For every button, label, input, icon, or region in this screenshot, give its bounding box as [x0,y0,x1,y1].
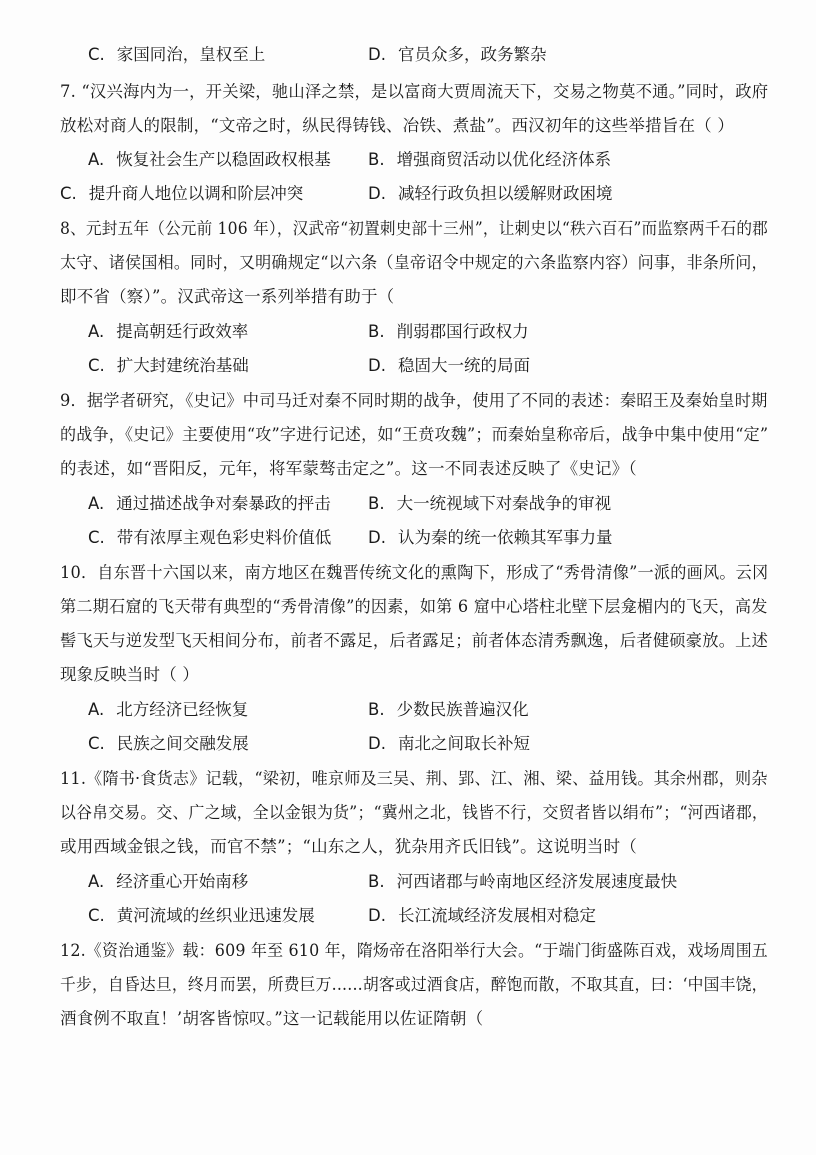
option-text: 恢复社会生产以稳固政权根基 [116,150,331,169]
q8-option-b [368,321,529,343]
option-letter: B. [368,494,385,513]
option-text: 减轻行政负担以缓解财政困境 [397,184,613,203]
option-text: 少数民族普遍汉化 [396,700,529,719]
option-letter: C. [88,906,105,925]
option-letter: B. [368,700,385,719]
option-text: 经济重心开始南移 [116,872,249,891]
option-letter: C. [60,184,77,203]
q10-stem-line-4: 现象反映当时（ ） [60,665,200,684]
q6-option-d [368,44,546,66]
q7-option-b [368,149,611,171]
q10-option-d [368,733,530,755]
option-letter: C. [88,528,105,547]
option-text: 河西诸郡与岭南地区经济发展速度最快 [396,872,678,891]
option-text: 北方经济已经恢复 [116,700,249,719]
option-letter: A. [88,872,105,891]
option-text: 稳固大一统的局面 [397,356,530,375]
q8-stem-line-1: 8、元封五年（公元前 106 年），汉武帝“初置刺史部十三州”，让刺史以“秩六百石”而监察两千石的郡 [60,219,768,238]
q8-option-d [368,355,530,377]
q10-stem-line-1: 10．自东晋十六国以来，南方地区在魏晋传统文化的熏陶下，形成了“秀骨清像”一派的画风。云冈 [60,563,769,582]
q10-stem-line-2: 第二期石窟的飞天带有典型的“秀骨清像”的因素，如第 6 窟中心塔柱北壁下层龛楣内的飞天，高发 [60,597,768,616]
option-text: 家国同治，皇权至上 [116,45,266,64]
option-letter: C. [88,45,105,64]
q12-stem-line-2: 千步，自昏达旦，终月而罢，所费巨万......胡客或过酒食店，醉饱而散，不取其直，曰：‘中国丰饶， [60,975,768,994]
q11-option-d [368,905,596,927]
q7-option-c [60,183,303,205]
q12-stem-line-1: 12.《资治通鉴》载：609 年至 610 年，隋炀帝在洛阳举行大会。“于端门街盛陈百戏，戏场周围五 [60,941,768,960]
option-letter: D. [368,356,386,375]
q7-option-d [368,183,612,205]
option-text: 增强商贸活动以优化经济体系 [396,150,612,169]
option-text: 南北之间取长补短 [397,734,530,753]
q12-stem-line-3: 酒食例不取直！’胡客皆惊叹。”这一记载能用以佐证隋朝（ [60,1009,484,1028]
q9-option-b [368,493,611,515]
q11-option-b [368,871,677,893]
q9-option-d [368,527,612,549]
q6-option-c [88,44,265,66]
q10-option-a [88,699,248,721]
option-text: 提升商人地位以调和阶层冲突 [88,184,304,203]
q7-stem-line-1: 7. “汉兴海内为一，开关梁，驰山泽之禁，是以富商大贾周流天下，交易之物莫不通。”同时，政府 [60,82,769,101]
q10-option-c [88,733,249,755]
option-text: 带有浓厚主观色彩史料价值低 [116,528,332,547]
option-letter: D. [368,734,386,753]
q10-stem-line-3: 髻飞天与逆发型飞天相间分布，前者不露足，后者露足；前者体态清秀飘逸，后者健硕豪放。上述 [60,631,769,650]
q9-stem-line-3: 的表述，如“晋阳反，元年，将军蒙骜击定之”。这一不同表述反映了《史记》（ [60,459,637,478]
option-letter: D. [368,528,386,547]
q11-stem-line-2: 以谷帛交易。交、广之域，全以金银为货”；“冀州之北，钱皆不行，交贸者皆以绢布”；“河西诸郡， [60,803,768,822]
option-letter: D. [368,184,386,203]
option-letter: A. [88,494,105,513]
q9-option-a [88,493,331,515]
option-text: 民族之间交融发展 [116,734,249,753]
q11-stem-line-1: 11.《隋书·食货志》记载，“梁初，唯京师及三吴、荆、郢、江、湘、梁、益用钱。其余州郡，则杂 [60,769,768,788]
option-text: 官员众多，政务繁杂 [397,45,547,64]
q8-stem-line-2: 太守、诸侯国相。同时，又明确规定“以六条（皇帝诏令中规定的六条监察内容）问事，非条所问， [60,253,768,272]
option-letter: A. [88,322,105,341]
q7-option-a [88,149,331,171]
q11-stem-line-3: 或用西域金银之钱，而官不禁”；“山东之人，犹杂用齐氏旧钱”。这说明当时（ [60,837,638,856]
option-letter: C. [88,734,105,753]
option-letter: D. [368,45,386,64]
option-text: 认为秦的统一依赖其军事力量 [397,528,613,547]
option-letter: B. [368,150,385,169]
option-letter: B. [368,872,385,891]
q9-stem-line-2: 的战争，《史记》主要使用“攻”字进行记述，如“王贲攻魏”；而秦始皇称帝后，战争中集中使用“定” [60,425,769,444]
q11-option-a [88,871,248,893]
option-letter: D. [368,906,386,925]
q11-option-c [88,905,315,927]
option-letter: C. [88,356,105,375]
option-letter: A. [88,700,105,719]
q10-option-b [368,699,529,721]
q9-option-c [88,527,331,549]
option-text: 大一统视域下对秦战争的审视 [396,494,612,513]
option-text: 通过描述战争对秦暴政的抨击 [116,494,331,513]
option-text: 长江流域经济发展相对稳定 [397,906,596,925]
q7-stem-line-2: 放松对商人的限制，“文帝之时，纵民得铸钱、冶铁、煮盐”。西汉初年的这些举措旨在（ ） [60,116,735,135]
option-text: 提高朝廷行政效率 [116,322,249,341]
option-text: 削弱郡国行政权力 [396,322,529,341]
option-text: 黄河流域的丝织业迅速发展 [116,906,315,925]
option-text: 扩大封建统治基础 [116,356,249,375]
q8-option-a [88,321,248,343]
option-letter: A. [88,150,105,169]
q8-option-c [88,355,249,377]
q8-stem-line-3: 即不省（察）”。汉武帝这一系列举措有助于（ [60,287,395,306]
q9-stem-line-1: 9．据学者研究，《史记》中司马迁对秦不同时期的战争，使用了不同的表述：秦昭王及秦始皇时期 [60,391,768,410]
option-letter: B. [368,322,385,341]
